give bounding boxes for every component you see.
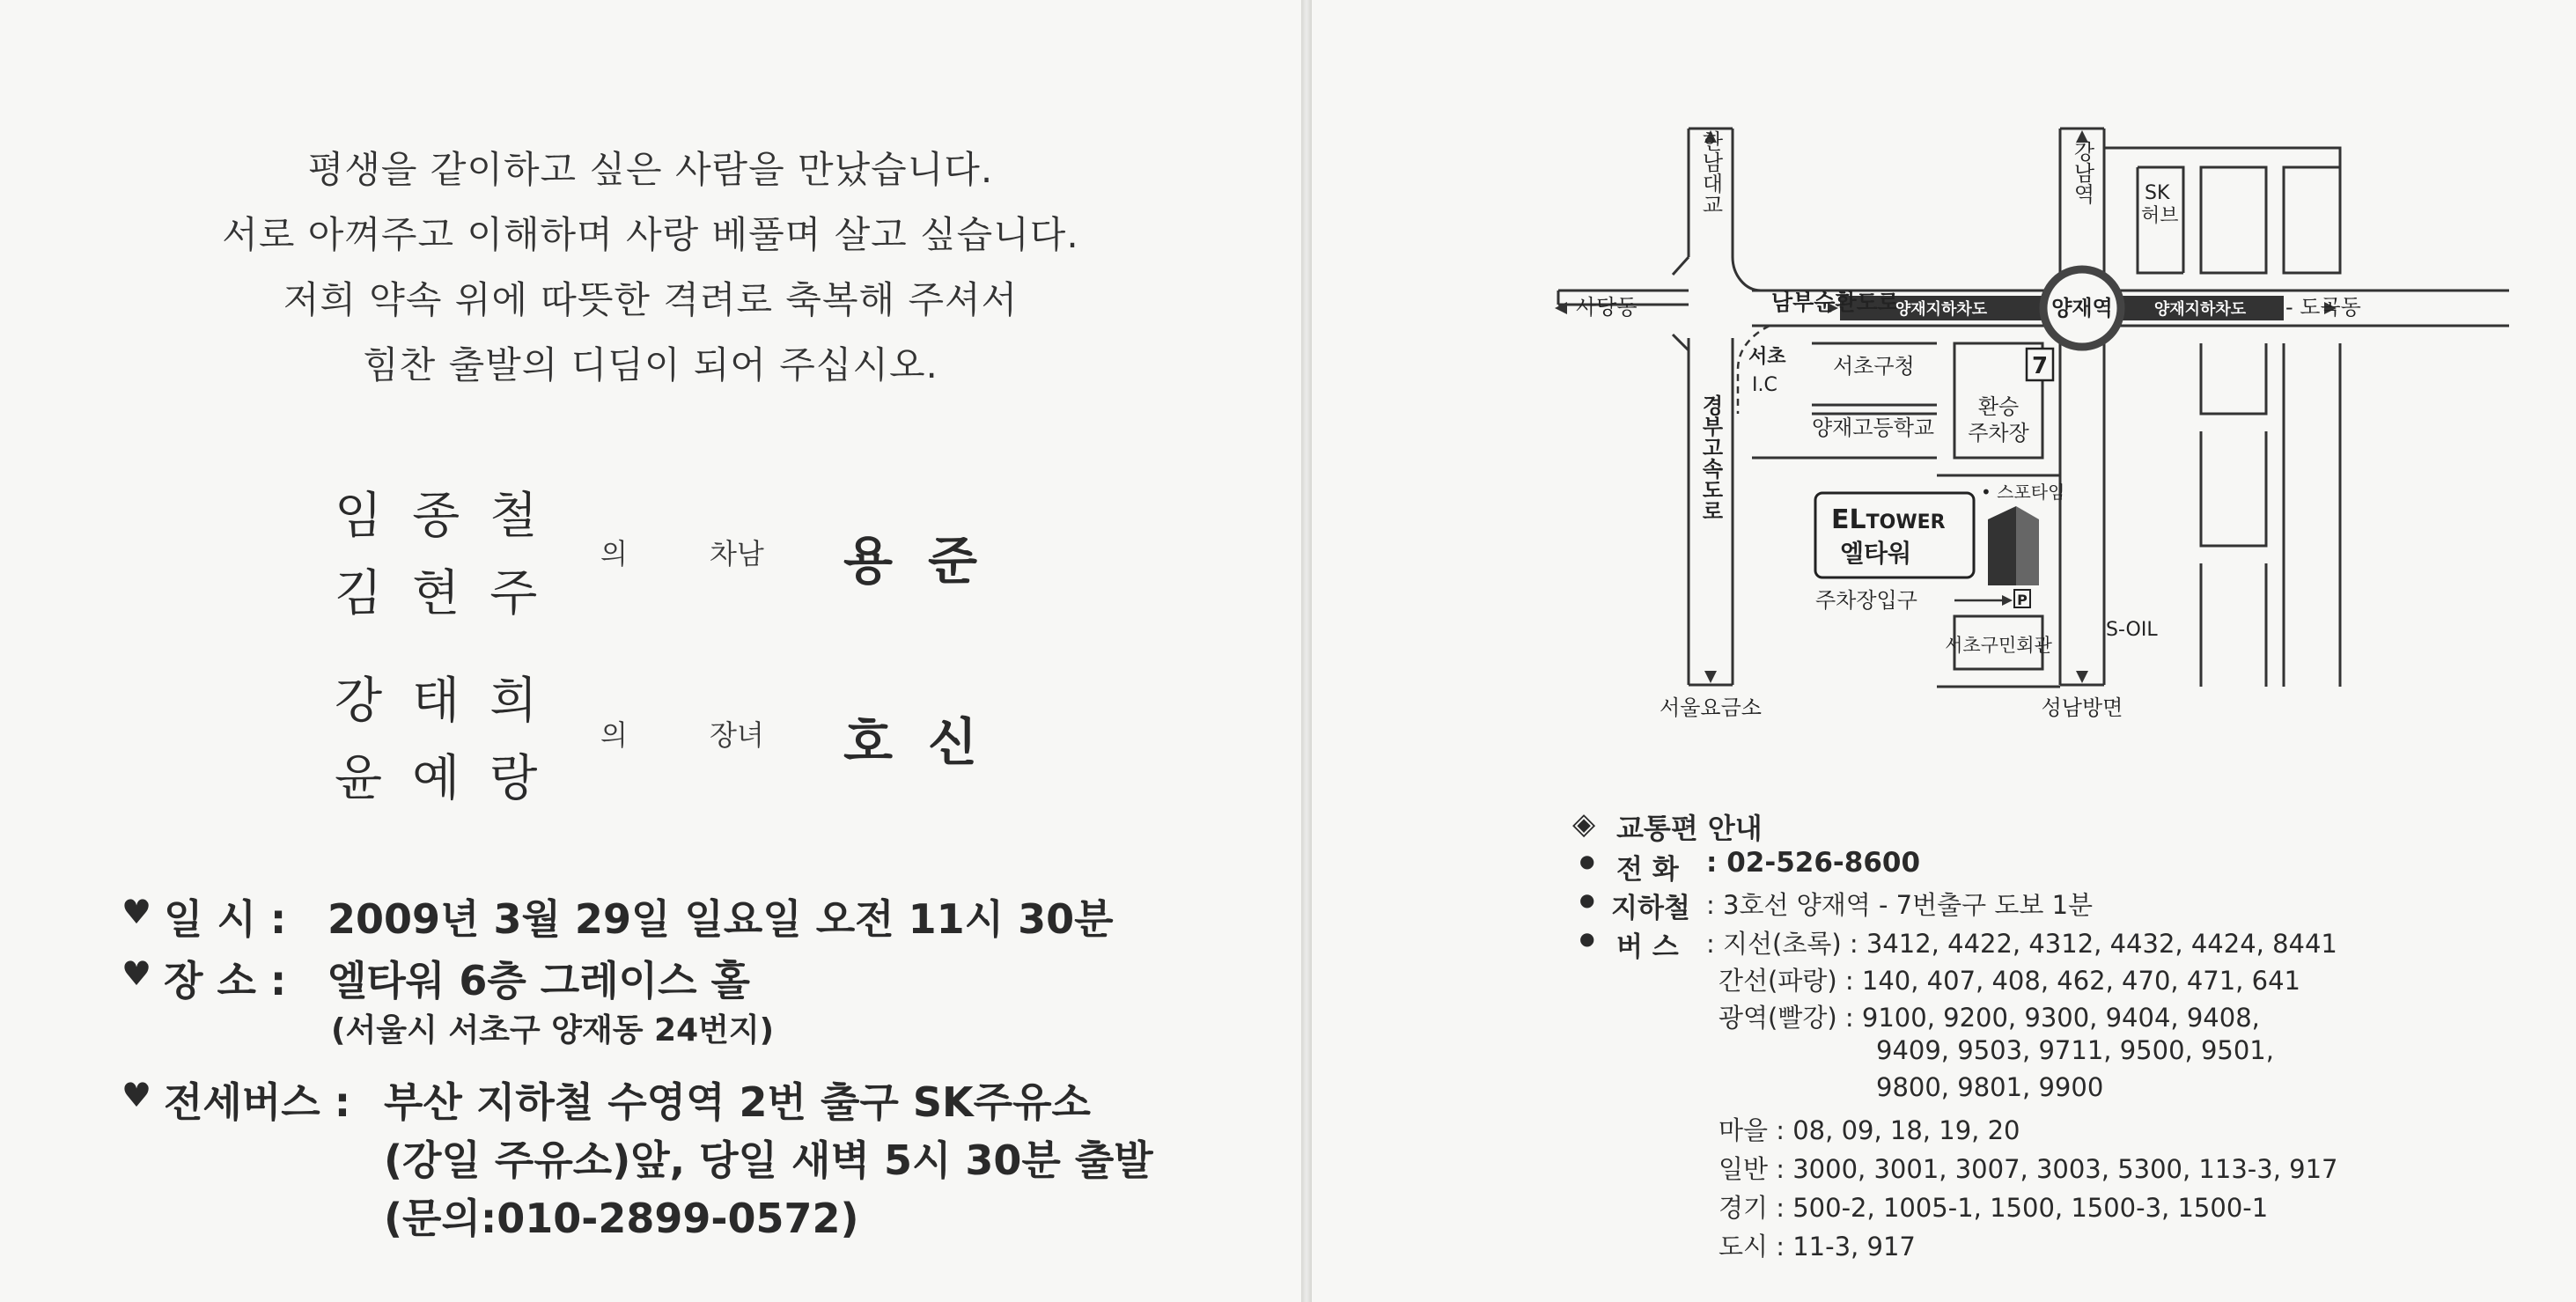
bus-line: 경기 : 500-2, 1005-1, 1500, 1500-3, 1500-1 bbox=[1719, 1193, 2269, 1223]
map-label-sadang: 사당동 bbox=[1576, 295, 1638, 320]
bus-label: 버 스 bbox=[1616, 931, 1679, 963]
bus-line: 도시 : 11-3, 917 bbox=[1719, 1232, 1916, 1262]
subway-value: : 3호선 양재역 - 7번출구 도보 1분 bbox=[1706, 890, 2094, 920]
location-map bbox=[1312, 0, 2576, 775]
bus-line: 9800, 9801, 9900 bbox=[1876, 1072, 2104, 1102]
map-label-gyeongbu: 경부고속도로 bbox=[1698, 394, 1723, 521]
map-label-seocho-ic-1: 서초 bbox=[1748, 346, 1786, 368]
bride-father-name: 강태희 bbox=[335, 673, 568, 730]
greeting-line-3: 저희 약속 위에 따뜻한 격려로 축복해 주셔서 bbox=[283, 278, 1019, 321]
map-label-eltower-2: 엘타워 bbox=[1840, 539, 1912, 568]
bus-line: : 지선(초록) : 3412, 4422, 4312, 4432, 4424, 8441 bbox=[1706, 929, 2337, 959]
bride-relation: 장녀 bbox=[710, 718, 764, 752]
bus-line: 일반 : 3000, 3001, 3007, 3003, 5300, 113-3, 917 bbox=[1719, 1154, 2338, 1184]
map-label-sk-hub-2: 허브 bbox=[2141, 205, 2179, 227]
bus-label: 전세버스 : bbox=[164, 1078, 351, 1126]
bride-name: 호신 bbox=[843, 712, 1013, 772]
map-label-sportime: • 스포타임 bbox=[1981, 482, 2065, 503]
bullet-icon: ● bbox=[1579, 889, 1595, 910]
bus-line: 마을 : 08, 09, 18, 19, 20 bbox=[1719, 1115, 2020, 1145]
map-label-yangjae-high: 양재고등학교 bbox=[1812, 416, 1935, 440]
bride-particle: 의 bbox=[600, 718, 628, 752]
bus-line-2: (강일 주유소)앞, 당일 새벽 5시 30분 출발 bbox=[384, 1136, 1153, 1184]
map-label-civic: 서초구민회관 bbox=[1945, 635, 2052, 656]
map-label-seocho-office: 서초구청 bbox=[1833, 354, 1915, 379]
place-label: 장 소 : bbox=[164, 957, 287, 1004]
groom-relation: 차남 bbox=[710, 537, 764, 570]
bus-line-1: 부산 지하철 수영역 2번 출구 SK주유소 bbox=[384, 1078, 1091, 1126]
greeting-line-1: 평생을 같이하고 싶은 사람을 만났습니다. bbox=[307, 148, 994, 191]
bus-line-3: (문의:010-2899-0572) bbox=[384, 1195, 859, 1242]
place-value: 엘타워 6층 그레이스 홀 bbox=[328, 957, 750, 1004]
transport-title-icon: ◈ bbox=[1572, 806, 1596, 842]
date-value: 2009년 3월 29일 일요일 오전 11시 30분 bbox=[328, 895, 1114, 943]
map-label-transfer-2: 주차장 bbox=[1968, 421, 2029, 445]
greeting-line-2: 서로 아껴주고 이해하며 사랑 베풀며 살고 싶습니다. bbox=[222, 213, 1079, 256]
map-label-seocho-ic-2: I.C bbox=[1752, 374, 1777, 396]
map-label-eltower-1: ELTOWER bbox=[1831, 504, 1946, 535]
map-label-tollgate: 서울요금소 bbox=[1660, 695, 1762, 720]
map-label-nambu: 남부순환도로 bbox=[1771, 290, 1899, 315]
date-label: 일 시 : bbox=[164, 895, 287, 943]
bus-line: 9409, 9503, 9711, 9500, 9501, bbox=[1876, 1035, 2274, 1065]
groom-father-name: 임종철 bbox=[335, 488, 568, 545]
map-label-dogok: - 도곡동 bbox=[2285, 295, 2361, 320]
map-label-transfer-1: 환승 bbox=[1977, 394, 2020, 419]
groom-name: 용준 bbox=[843, 531, 1013, 591]
heart-icon: ♥ bbox=[121, 893, 152, 931]
map-label-exit-no: 7 bbox=[2031, 353, 2049, 379]
right-page bbox=[1312, 0, 2576, 1302]
map-label-gangnam: 강남역 bbox=[2070, 141, 2094, 204]
map-label-parking-entrance: 주차장입구 bbox=[1815, 588, 1917, 613]
groom-particle: 의 bbox=[600, 537, 628, 570]
map-label-hannam: 한남대교 bbox=[1698, 130, 1723, 215]
map-label-yangjae-station: 양재역 bbox=[2051, 296, 2113, 320]
place-address: (서울시 서초구 양재동 24번지) bbox=[331, 1012, 775, 1048]
map-label-s-oil: S-OIL bbox=[2106, 619, 2158, 641]
bullet-icon: ● bbox=[1579, 928, 1595, 949]
heart-icon: ♥ bbox=[121, 954, 152, 993]
greeting-line-4: 힘찬 출발의 디딤이 되어 주십시오. bbox=[363, 343, 938, 386]
map-label-seongnam: 성남방면 bbox=[2041, 695, 2123, 720]
bride-mother-name: 윤예랑 bbox=[335, 750, 568, 807]
bus-line: 광역(빨강) : 9100, 9200, 9300, 9404, 9408, bbox=[1719, 1003, 2260, 1033]
bus-line: 간선(파랑) : 140, 407, 408, 462, 470, 471, 641 bbox=[1719, 966, 2300, 996]
heart-icon: ♥ bbox=[121, 1076, 152, 1114]
subway-label: 지하철 bbox=[1611, 893, 1690, 924]
transport-title: 교통편 안내 bbox=[1616, 812, 1763, 845]
bullet-icon: ● bbox=[1579, 850, 1595, 872]
map-label-sk-hub-1: SK bbox=[2145, 182, 2170, 204]
page-fold bbox=[1301, 0, 1312, 1302]
phone-value: : 02-526-8600 bbox=[1706, 847, 1921, 879]
groom-mother-name: 김현주 bbox=[335, 565, 568, 622]
map-label-tunnel-left: 양재지하차도 bbox=[1895, 300, 1988, 319]
map-label-parking-icon: P bbox=[2017, 592, 2028, 608]
map-label-tunnel-right: 양재지하차도 bbox=[2153, 300, 2247, 319]
phone-label: 전 화 bbox=[1616, 854, 1679, 886]
